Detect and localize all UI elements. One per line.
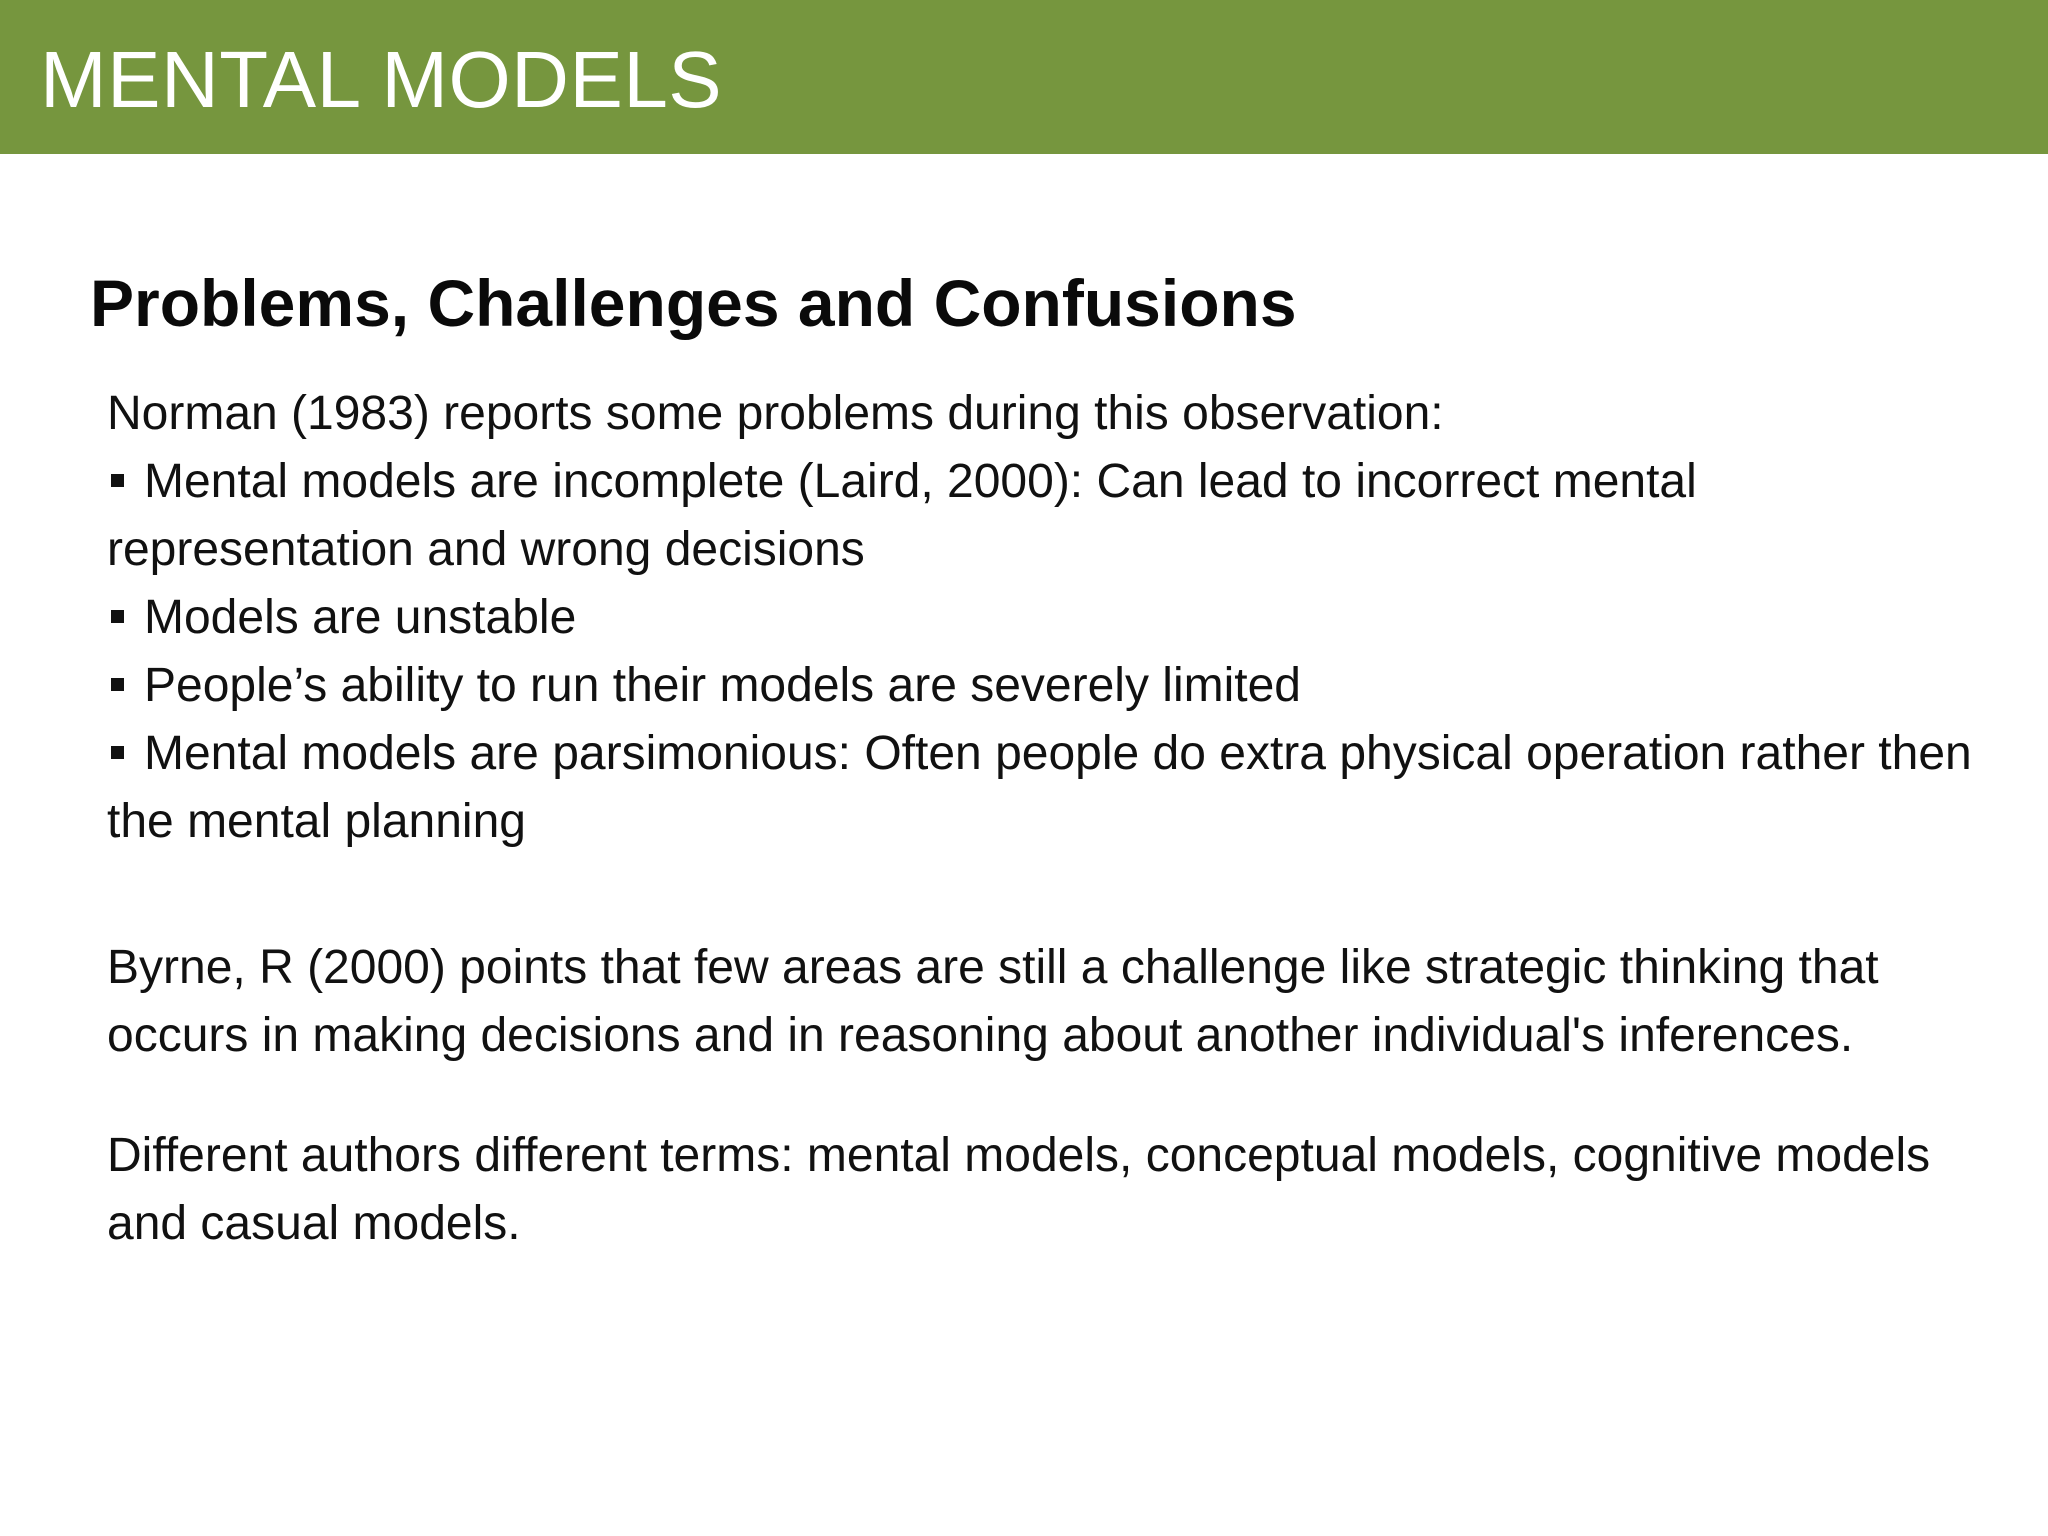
spacer xyxy=(107,856,1987,934)
square-bullet-icon xyxy=(111,474,124,487)
bullet-text: Mental models are parsimonious: Often people do extra physical operation rather then the mental planning xyxy=(107,727,1972,848)
bullet-text: Models are unstable xyxy=(144,591,577,644)
bullet-text: People’s ability to run their models are severely limited xyxy=(144,659,1301,712)
bullet-item xyxy=(107,720,1987,856)
bullet-text: Mental models are incomplete (Laird, 2000): Can lead to incorrect mental representation and wrong decisions xyxy=(107,455,1697,576)
intro-paragraph: Norman (1983) reports some problems during this observation: xyxy=(107,387,1444,440)
square-bullet-icon xyxy=(111,610,124,623)
square-bullet-icon xyxy=(111,746,124,759)
slide-body xyxy=(107,380,1987,1258)
bullet-item xyxy=(107,652,1987,720)
terms-paragraph: Different authors different terms: mental models, conceptual models, cognitive models and casual models. xyxy=(107,1129,1931,1250)
bullet-item xyxy=(107,448,1987,584)
bullet-item xyxy=(107,584,1987,652)
square-bullet-icon xyxy=(111,678,124,691)
spacer xyxy=(107,1070,1987,1122)
slide-title: MENTAL MODELS xyxy=(40,35,723,124)
section-subtitle: Problems, Challenges and Confusions xyxy=(90,266,1297,340)
byrne-paragraph: Byrne, R (2000) points that few areas are still a challenge like strategic thinking that occurs in making decisions and in reasoning about another individual's inferences. xyxy=(107,941,1879,1062)
header-band xyxy=(0,0,2048,154)
